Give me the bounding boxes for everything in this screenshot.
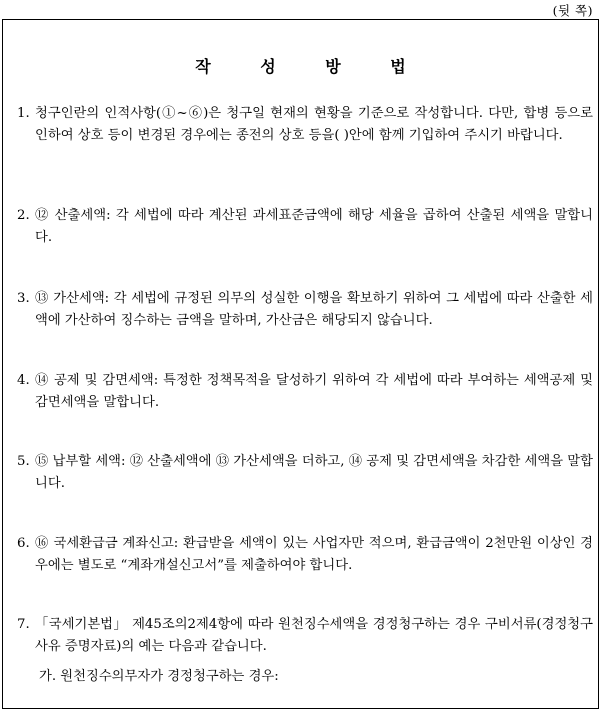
- sub-item-a: 가. 원천징수의무자가 경정청구하는 경우:: [39, 669, 279, 684]
- instruction-item-7: [17, 614, 593, 658]
- item-number: 2.: [17, 208, 30, 223]
- item-number: 7.: [17, 617, 30, 632]
- item-text: 「국세기본법」 제45조의2제4항에 따라 원천징수세액을 경정청구하는 경우 구비서류(경정청구사유 증명자료)의 예는 다음과 같습니다.: [35, 617, 593, 654]
- instructions-box: [2, 19, 599, 709]
- instruction-item-4: [17, 370, 593, 414]
- item-text: ⑮ 납부할 세액: ⑫ 산출세액에 ⑬ 가산세액을 더하고, ⑭ 공제 및 감면세액을 차감한 세액을 말합니다.: [35, 454, 593, 491]
- section-title: 작 성 방 법: [195, 57, 428, 76]
- item-number: 3.: [17, 291, 30, 306]
- instruction-item-5: [17, 451, 593, 495]
- item-number: 5.: [17, 454, 30, 469]
- item-text: ⑯ 국세환급금 계좌신고: 환급받을 세액이 있는 사업자만 적으며, 환급금액이 2천만원 이상인 경우에는 별도로 “계좌개설신고서”를 제출하여야 합니다.: [35, 536, 593, 573]
- instruction-item-2: [17, 205, 593, 249]
- instruction-item-1: [17, 103, 593, 147]
- item-text: 청구인란의 인적사항(①~⑥)은 청구일 현재의 현황을 기준으로 작성합니다. 다만, 합병 등으로 인하여 상호 등이 변경된 경우에는 종전의 상호 등을( )안에 함께 기입하여 주시기 바랍니다.: [35, 106, 593, 143]
- item-number: 4.: [17, 373, 30, 388]
- page-side-label: (뒷 쪽): [552, 3, 593, 18]
- item-text: ⑬ 가산세액: 각 세법에 규정된 의무의 성실한 이행을 확보하기 위하여 그 세법에 따라 산출한 세액에 가산하여 징수하는 금액을 말하며, 가산금은 해당되지 않습니다.: [35, 291, 593, 328]
- instruction-item-3: [17, 288, 593, 332]
- item-number: 6.: [17, 536, 30, 551]
- item-number: 1.: [17, 106, 30, 121]
- instruction-item-6: [17, 533, 593, 577]
- item-text: ⑭ 공제 및 감면세액: 특정한 정책목적을 달성하기 위하여 각 세법에 따라 부여하는 세액공제 및 감면세액을 말합니다.: [35, 373, 593, 410]
- item-text: ⑫ 산출세액: 각 세법에 따라 계산된 과세표준금액에 해당 세율을 곱하여 산출된 세액을 말합니다.: [35, 208, 593, 245]
